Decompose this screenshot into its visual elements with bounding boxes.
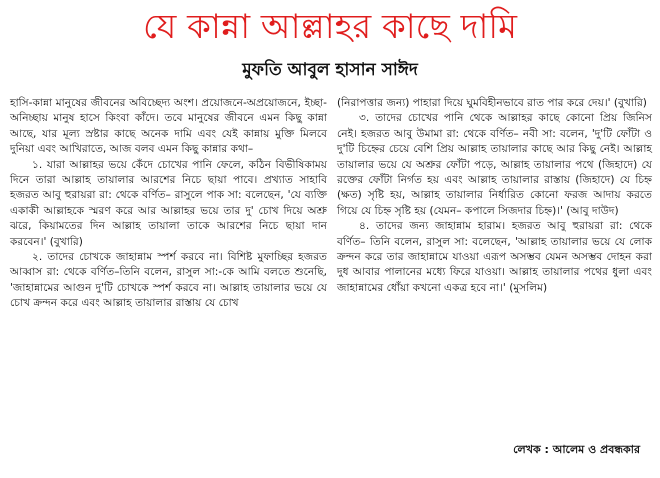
left-column (10, 96, 327, 312)
point-2-paragraph: ২. তাদের চোখকে জাহান্নাম স্পর্শ করবে না। বিশিষ্ট মুফাচ্ছির হজরত আব্বাস রা: থেকে বর্ণিত–তিনি বলেন, রাসুল সা:-কে আমি বলতে শুনেছি, 'জাহান্নামের আগুন দু'টি চোখকে স্পর্শ করবে না। আল্লাহ তায়ালার ভয়ে যে চোখ ক্রন্দন করে এবং আল্লাহ তায়ালার রাস্তায় যে চোখ (10, 251, 327, 310)
point-1-paragraph: ১. যারা আল্লাহর ভয়ে কেঁদে চোখের পানি ফেলে, কঠিন বিভীষিকাময় দিনে তারা আল্লাহ তায়ালার আরশের নিচে ছায়া পাবে। প্রখ্যাত সাহাবি হজরত আবু হুরায়রা রা: থেকে বর্ণিত– রাসুলে পাক সা: বলেছেন, 'যে ব্যক্তি একাকী আল্লাহকে স্মরণ করে আর আল্লাহর ভয়ে তার দু' চোখ দিয়ে অশ্রু ঝরে, কিয়ামতের দিন আল্লাহ তায়ালা তাকে আরশের নিচে ছায়া দান করবেন।' (বুখারি) (10, 158, 327, 248)
author-byline: মুফতি আবুল হাসান সাঈদ (242, 60, 418, 80)
point-3-paragraph: ৩. তাদের চোখের পানি থেকে আল্লাহর কাছে কোনো প্রিয় জিনিস নেই। হজরত আবু উমামা রা: থেকে বর্ণিত– নবী সা: বলেন, 'দু'টি ফোঁটা ও দু'টি চিহ্নের চেয়ে বেশি প্রিয় আল্লাহ তায়ালার কাছে আর কিছু নেই। আল্লাহ তায়ালার ভয়ে যে অশ্রুর ফোঁটা পড়ে, আল্লাহ তায়ালার পথে (জিহাদে) যে রক্তের ফোঁটা নির্গত হয় এবং আল্লাহ তায়ালার রাস্তায় (জিহাদে) যে চিহ্ন (ক্ষত) সৃষ্টি হয়, আল্লাহ তায়ালার নির্ধারিত কোনো ফরজ আদায় করতে গিয়ে যে চিহ্ন সৃষ্টি হয় (যেমন– কপালে সিজদার চিহ্ন)।' (আবু দাউদ) (337, 112, 652, 217)
intro-paragraph: হাসি-কান্না মানুষের জীবনের অবিচ্ছেদ্য অংশ। প্রয়োজনে-অপ্রয়োজনে, ইচ্ছা-অনিচ্ছায় মানুষ হাসে কিংবা কাঁদে। তবে মানুষের জীবনে এমন কিছু কান্না আছে, যার মূল্য স্রষ্টার কাছে অনেক দামি এবং যেই কান্নায় মুক্তি মিলবে দুনিয়া এবং আখিরাতে, আজ বলব এমন কিছু কান্নার কথা– (10, 97, 327, 156)
author-credit: লেখক : আলেম ও প্রবন্ধকার (513, 443, 640, 456)
point-4-paragraph: ৪. তাদের জন্য জাহান্নাম হারাম। হজরত আবু হুরায়রা রা: থেকে বর্ণিত– তিনি বলেন, রাসুল সা: বলেছেন, 'আল্লাহ তায়ালার ভয়ে যে লোক ক্রন্দন করে তার জাহান্নামে যাওয়া এরূপ অসম্ভব যেমন অসম্ভব দোহন করা দুধ আবার পালানের মধ্যে ফিরে যাওয়া। আল্লাহ তায়ালার পথের ধুলা এবং জাহান্নামের ধোঁয়া কখনো একত্র হবে না।' (মুসলিম) (337, 220, 652, 294)
point-2-continued-paragraph: (নিরাপত্তার জন্য) পাহারা দিয়ে ঘুমবিহীনভাবে রাত পার করে দেয়।' (বুখারি) (337, 97, 647, 109)
right-column (337, 96, 652, 296)
article-headline: যে কান্না আল্লাহর কাছে দামি (142, 7, 518, 47)
